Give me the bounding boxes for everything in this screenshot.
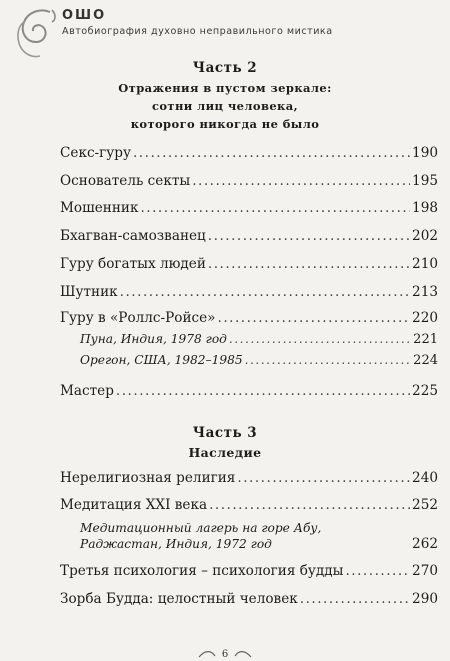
toc-entry-title: Медитация XXI века: [60, 497, 208, 513]
dot-leader: [140, 200, 410, 216]
toc-entry-title: Гуру в «Роллс-Ройсе»: [60, 310, 216, 326]
toc-entry-title: Основатель секты: [60, 173, 191, 189]
toc-subentry: [80, 332, 438, 352]
toc-entry-page: 240: [412, 470, 438, 486]
toc-subentry-title: Медитационный лагерь на горе Абу,: [80, 521, 322, 535]
toc-entry-page: 252: [412, 497, 438, 513]
part-3-label: Часть 3: [192, 425, 258, 441]
toc-entry-page: 210: [412, 256, 438, 272]
toc-subentry-title: Пуна, Индия, 1978 год: [80, 332, 227, 346]
toc-subentry-page: 262: [412, 536, 438, 552]
page-number: 6: [221, 649, 229, 660]
dot-leader: [345, 563, 410, 579]
toc-entry: [60, 200, 438, 220]
book-subtitle: Автобиография духовно неправильного мистика: [62, 26, 333, 37]
toc-entry-page: 290: [412, 591, 438, 607]
toc-entry: [60, 497, 438, 517]
toc-entry-page: 198: [412, 200, 438, 216]
toc-entry: [60, 228, 438, 248]
toc-subentry-page: 221: [413, 332, 438, 347]
toc-subentry-page: 224: [413, 353, 438, 368]
dot-leader: [192, 173, 410, 189]
toc-entry-page: 195: [412, 173, 438, 189]
toc-entry-title: Мошенник: [60, 200, 139, 216]
toc-entry: [60, 284, 438, 304]
toc-entry: [60, 173, 438, 193]
dot-leader: [120, 284, 410, 300]
dot-leader: [237, 470, 410, 486]
dot-leader: [229, 332, 411, 346]
toc-entry-page: 225: [412, 383, 438, 399]
toc-entry-title: Зорба Будда: целостный человек: [60, 591, 298, 607]
toc-entry-title: Гуру богатых людей: [60, 256, 206, 272]
toc-entry-page: 202: [412, 228, 438, 244]
dot-leader: [209, 497, 410, 513]
toc-entry: [60, 563, 438, 583]
dot-leader: [218, 310, 411, 326]
toc-subentry-title: Орегон, США, 1982–1985: [80, 353, 243, 367]
dot-leader: [208, 228, 410, 244]
swirl-ornament-icon: [10, 6, 60, 60]
dot-leader: [245, 353, 412, 367]
toc-entry-title: Нерелигиозная религия: [60, 470, 236, 486]
toc-entry: [60, 256, 438, 276]
toc-entry: [60, 470, 438, 490]
part-2-title-line-3: которого никогда не было: [130, 117, 320, 131]
dot-leader: [116, 383, 410, 399]
dot-leader: [208, 256, 410, 272]
part-2-title-line-1: Отражения в пустом зеркале:: [118, 81, 332, 95]
toc-entry-title: Бхагван-самозванец: [60, 228, 206, 244]
toc-entry-page: 190: [412, 145, 438, 161]
toc-entry-page: 270: [412, 563, 438, 579]
toc-entry-title: Шутник: [60, 284, 118, 300]
book-author: ОШО: [62, 8, 107, 23]
toc-entry: [60, 383, 438, 403]
part-3-title: Наследие: [188, 445, 262, 460]
dot-leader: [133, 145, 410, 161]
toc-subentry: [80, 536, 438, 556]
toc-entry-title: Секс-гуру: [60, 145, 131, 161]
part-2-label: Часть 2: [192, 60, 258, 76]
part-2-title-line-2: сотни лиц человека,: [151, 99, 299, 113]
toc-entry-title: Мастер: [60, 383, 114, 399]
toc-entry: [60, 310, 438, 330]
toc-entry-page: 213: [412, 284, 438, 300]
toc-entry-title: Третья психология – психология будды: [60, 563, 344, 579]
toc-entry: [60, 591, 438, 611]
dot-leader: [300, 591, 410, 607]
toc-entry-page: 220: [412, 310, 438, 326]
toc-subentry: [80, 353, 438, 373]
toc-subentry-title: Раджастан, Индия, 1972 год: [80, 537, 272, 551]
toc-entry: [60, 145, 438, 165]
